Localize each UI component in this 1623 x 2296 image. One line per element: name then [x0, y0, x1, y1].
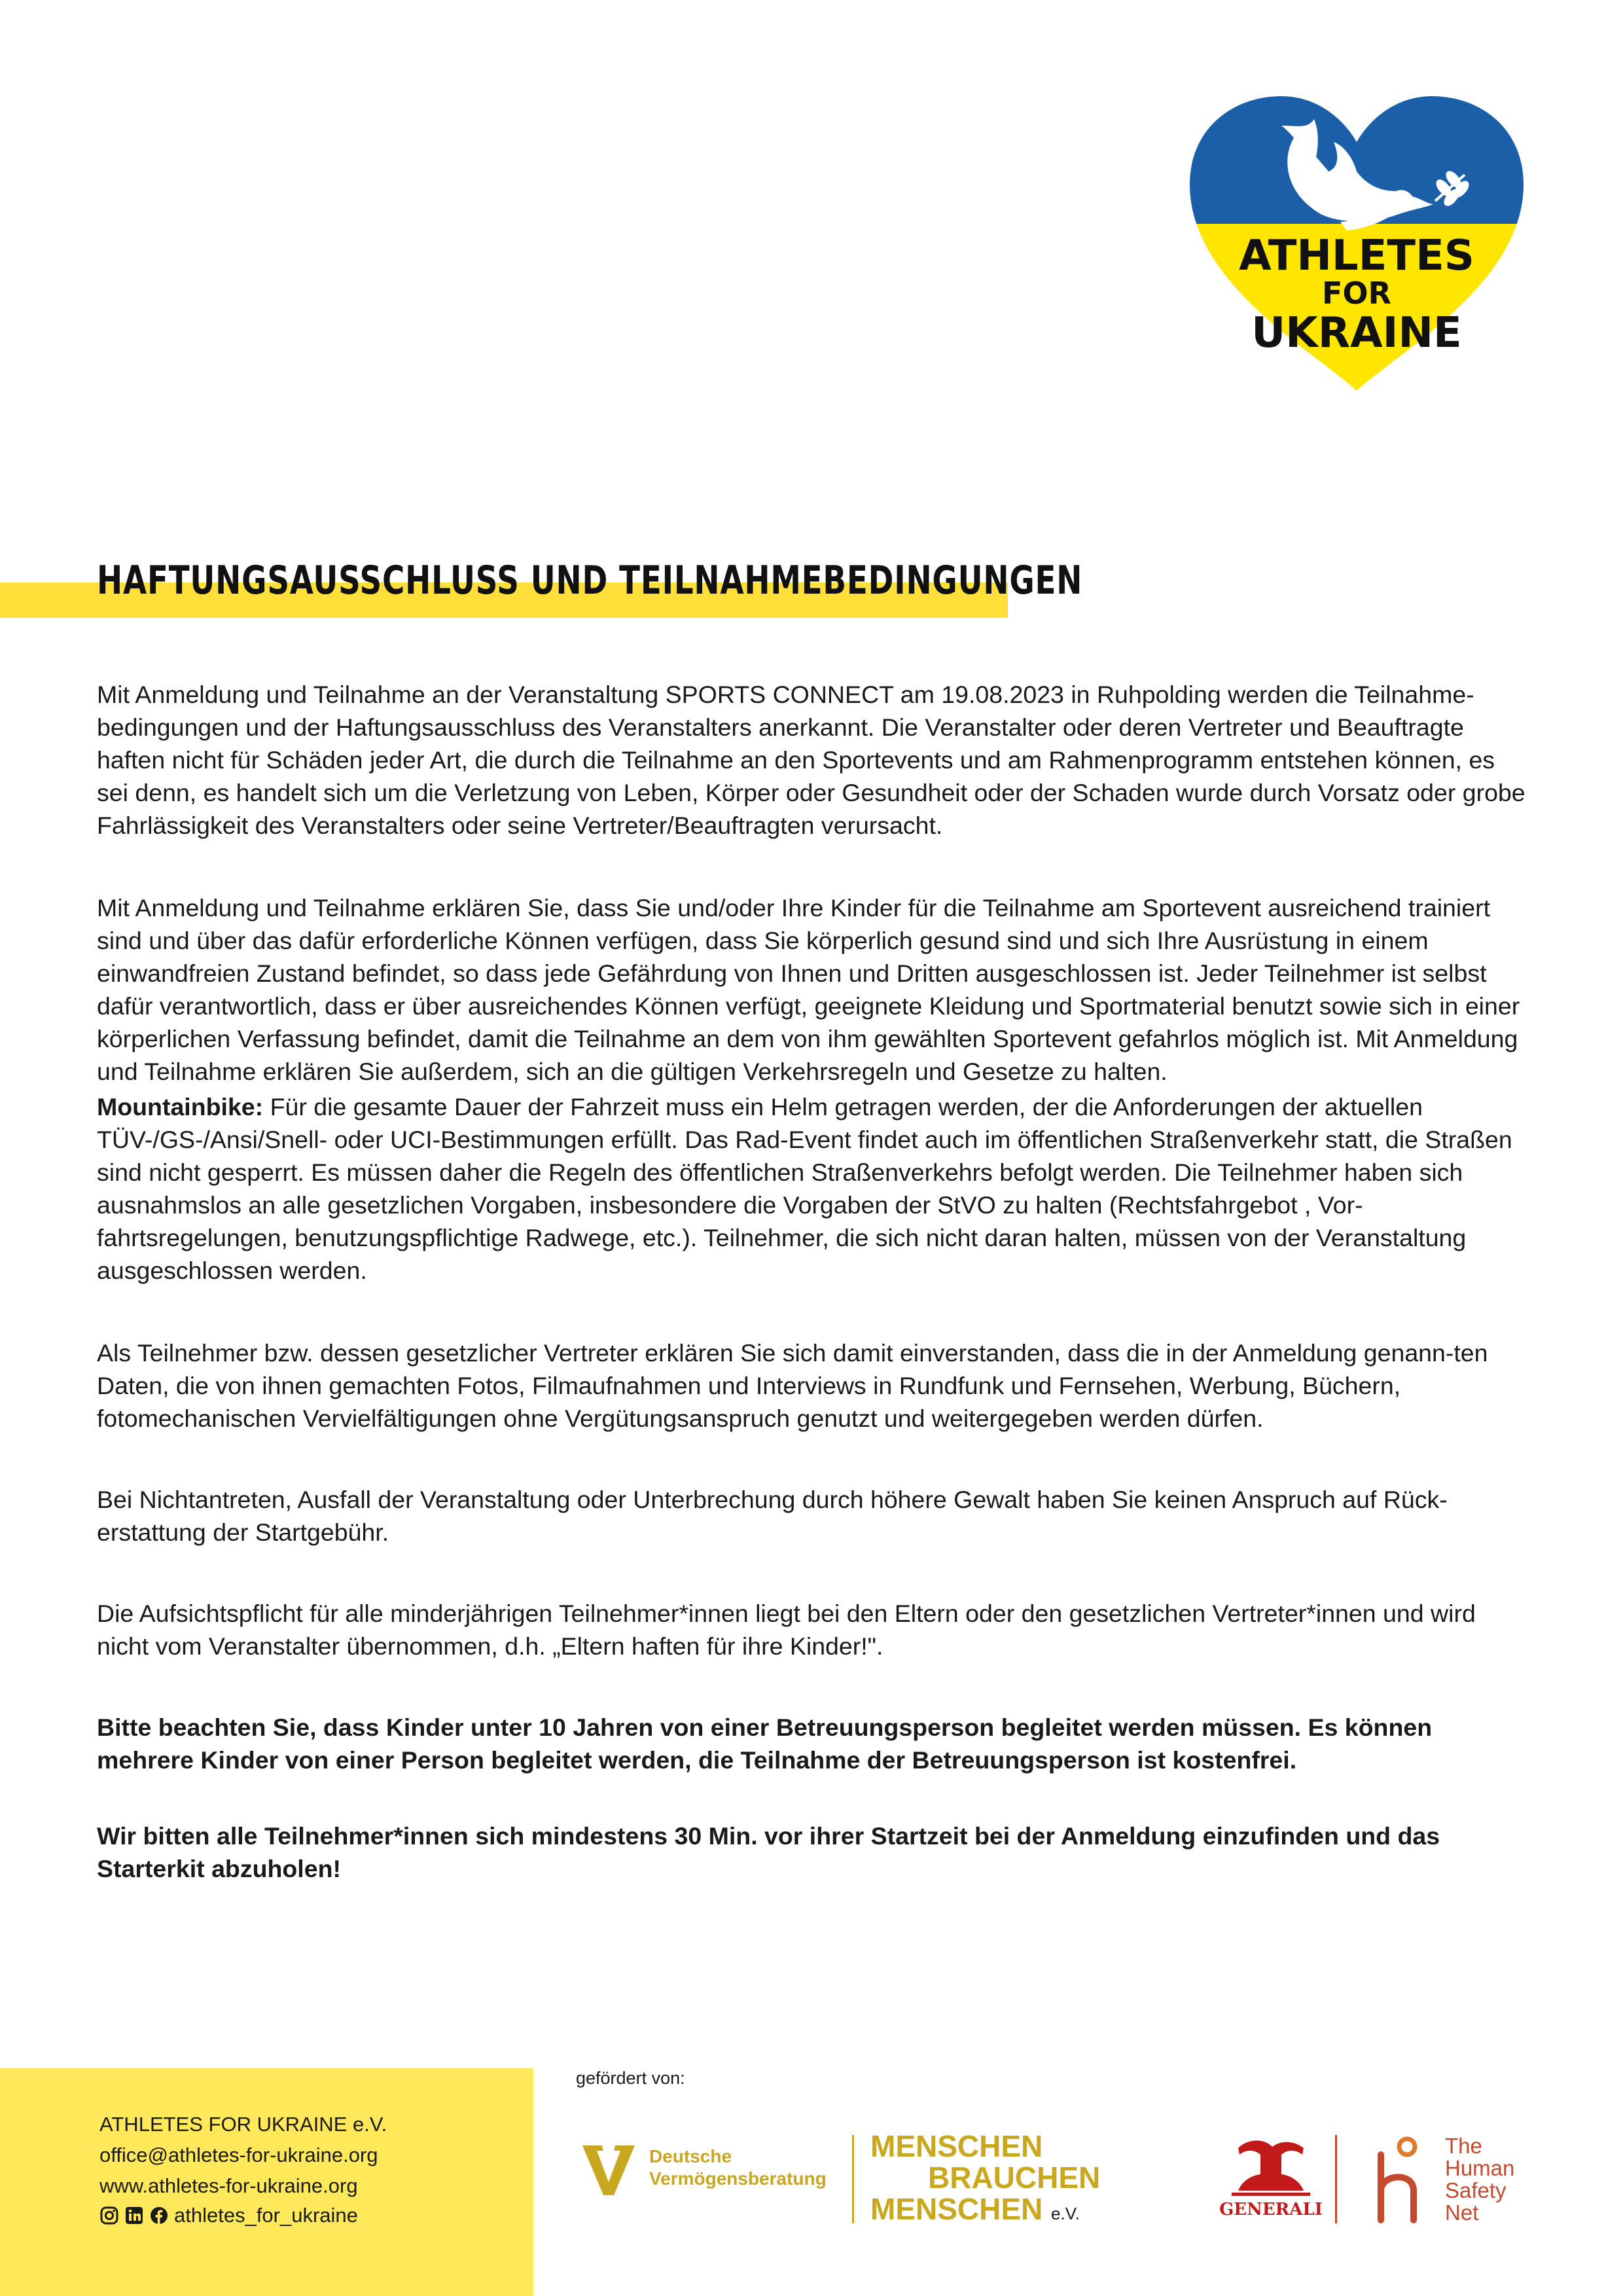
paragraph-refund: Bei Nichtantreten, Ausfall der Veranstaltung oder Unterbrechung durch höhere Gewalt haben Sie keinen Anspruch auf Rück-erstattung der Startgebühr.: [97, 1486, 1448, 1546]
athletes-for-ukraine-logo: [1183, 93, 1530, 394]
generali-logo: [1219, 2135, 1323, 2223]
footer-social: [99, 2204, 358, 2227]
paragraph-arrival-notice: Wir bitten alle Teilnehmer*innen sich mindestens 30 Min. vor ihrer Startzeit bei der Anmeldung einzufinden und das Starterkit abzuholen!: [97, 1822, 1440, 1882]
logo-line-2: FOR: [1322, 276, 1391, 311]
dvag-logo-text: [649, 2145, 827, 2190]
logo-line-1: ATHLETES: [1239, 232, 1474, 280]
mbm-line-2: BRAUCHEN: [928, 2161, 1101, 2195]
facebook-icon[interactable]: [149, 2206, 169, 2225]
sponsor-label: gefördert von:: [576, 2068, 685, 2088]
footer-social-handle[interactable]: athletes_for_ukraine: [174, 2204, 358, 2227]
hsn-line-1: The: [1445, 2134, 1482, 2158]
footer-website-link[interactable]: www.athletes-for-ukraine.org: [99, 2174, 358, 2197]
menschen-brauchen-menschen-logo: [870, 2130, 1100, 2229]
human-safety-net-text: [1445, 2135, 1514, 2224]
linkedin-icon[interactable]: [124, 2206, 144, 2225]
paragraph-media-consent: Als Teilnehmer bzw. dessen gesetzlicher Vertreter erklären Sie sich damit einverstanden, dass die in der Anmeldung genann-ten Daten, die von ihnen gemachten Fotos, Filmaufnahmen und Interviews in Rundfunk und Fernsehen, Werbung, Büchern, fotomechanischen Vervielfältigungen ohne Vergütungsanspruch genutzt und weitergegeben werden dürfen.: [97, 1339, 1488, 1432]
paragraph-children-notice: Bitte beachten Sie, dass Kinder unter 10 Jahren von einer Betreuungsperson begleitet werden müssen. Es können mehrere Kinder von einer Person begleitet werden, die Teilnahme der Betreuungsperson ist kostenfrei.: [97, 1713, 1433, 1774]
hsn-line-4: Net: [1445, 2200, 1479, 2225]
generali-wordmark: GENERALI: [1219, 2200, 1323, 2219]
sponsor-divider-2: [1335, 2135, 1337, 2223]
mbm-line-3: MENSCHEN: [870, 2192, 1043, 2226]
dvag-line-1: Deutsche: [649, 2146, 732, 2166]
hsn-line-3: Safety: [1445, 2178, 1507, 2202]
mbm-suffix: e.V.: [1051, 2204, 1080, 2223]
dvag-logo-icon: [577, 2139, 640, 2202]
paragraph-acceptance: Mit Anmeldung und Teilnahme an der Veranstaltung SPORTS CONNECT am 19.08.2023 in Ruhpolding werden die Teilnahme-bedingungen und der Haftungsausschluss des Veranstalters anerkannt. Die Veranstalter oder deren Vertreter und Beauftragte haften nicht für Schäden jeder Art, die durch die Teilnahme an den Sportevents und am Rahmenprogramm entstehen können, es sei denn, es handelt sich um die Verletzung von Leben, Körper oder Gesundheit oder der Schaden wurde durch Vorsatz oder grobe Fahrlässigkeit des Veranstalters oder seine Vertreter/Beauftragten verursacht.: [97, 681, 1525, 839]
hsn-line-2: Human: [1445, 2156, 1515, 2180]
paragraph-mountainbike: [97, 1090, 1530, 1287]
page-title: HAFTUNGSAUSSCHLUSS UND TEILNAHMEBEDINGUNGEN: [97, 558, 1083, 603]
paragraph-supervision: Die Aufsichtspflicht für alle minderjährigen Teilnehmer*innen liegt bei den Eltern oder den gesetzlichen Vertreter*innen und wird nicht vom Veranstalter übernommen, d.h. „Eltern haften für ihre Kinder!".: [97, 1600, 1476, 1660]
sponsor-divider: [852, 2135, 854, 2223]
dvag-line-2: Vermögensberatung: [649, 2168, 827, 2189]
paragraph-fitness: Mit Anmeldung und Teilnahme erklären Sie, dass Sie und/oder Ihre Kinder für die Teilnahme am Sportevent ausreichend trainiert sind und über das dafür erforderliche Können verfügen, dass Sie körperlich gesund sind und sich Ihre Ausrüstung in einem einwandfreien Zustand befindet, so dass jede Gefährdung von Ihnen und Dritten ausgeschlossen ist. Jeder Teilnehmer ist selbst dafür verantwortlich, dass er über ausreichendes Können verfügt, geeignete Kleidung und Sportmaterial benutzt sowie sich in einer körperlichen Verfassung befindet, damit die Teilnahme an dem von ihm gewählten Sportevent gefahrlos möglich ist. Mit Anmeldung und Teilnahme erklären Sie außerdem, sich an die gültigen Verkehrsregeln und Gesetze zu halten.: [97, 894, 1520, 1085]
human-safety-net-icon: [1373, 2135, 1432, 2227]
mountainbike-text: Für die gesamte Dauer der Fahrzeit muss ein Helm getragen werden, der die Anforderungen der aktuellen TÜV-/GS-/Ansi/Snell- oder UCI-Bestimmungen erfüllt. Das Rad-Event findet auch im öffentlichen Straßenverkehr statt, die Straßen sind nicht gesperrt. Es müssen daher die Regeln des öffentlichen Straßenverkehrs befolgt werden. Die Teilnehmer haben sich ausnahmslos an alle gesetzlichen Vorgaben, insbesondere die Vorgaben der StVO zu halten (Rechtsfahrgebot , Vor-fahrtsregelungen, benutzungspflichtige Radwege, etc.). Teilnehmer, die sich nicht daran halten, müssen von der Veranstaltung ausgeschlossen werden.: [97, 1093, 1512, 1284]
logo-line-3: UKRAINE: [1251, 309, 1462, 357]
instagram-icon[interactable]: [99, 2206, 119, 2225]
mountainbike-label: Mountainbike:: [97, 1093, 264, 1121]
footer-org-name: ATHLETES FOR UKRAINE e.V.: [99, 2113, 387, 2136]
footer-email-link[interactable]: office@athletes-for-ukraine.org: [99, 2144, 378, 2166]
mbm-line-1: MENSCHEN: [870, 2129, 1043, 2163]
